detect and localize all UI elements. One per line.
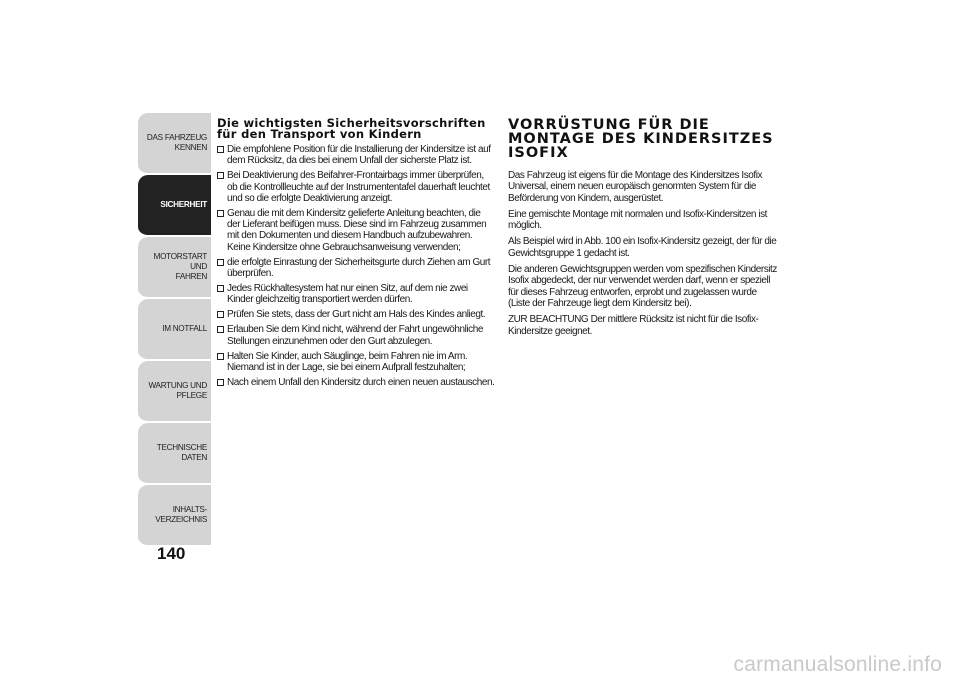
checkbox-bullet-icon [217,311,224,318]
checkbox-bullet-icon [217,353,224,360]
page-number: 140 [157,544,186,563]
list-item-text: Bei Deaktivierung des Beifahrer-Frontairbags immer überprüfen, ob die Kontrollleuchte auf der Instrumententafel dauerhaft leuchtet und so die erfolgte Deaktivierung anzeigt. [227,170,490,204]
right-column [508,118,780,342]
checkbox-bullet-icon [217,172,224,179]
list-item-text: Erlauben Sie dem Kind nicht, während der Fahrt ungewöhnliche Stellungen einzunehmen oder den Gurt abzulegen. [227,324,483,347]
tab-im-notfall[interactable]: IM NOTFALL [138,299,211,361]
list-item [217,377,495,388]
list-item-text: Prüfen Sie stets, dass der Gurt nicht am Hals des Kindes anliegt. [227,309,486,321]
list-item [217,309,495,320]
checkbox-bullet-icon [217,285,224,292]
paragraph: Die anderen Gewichtsgruppen werden vom spezifischen Kindersitz Isofix abgedeckt, der nur verwendet werden darf, wenn er speziell für dieses Fahrzeug entworfen, erprobt und zugelassen wurde (Liste der Fahrzeuge liegt dem Kindersitz bei). [508,264,777,309]
safety-rules-list [217,144,495,388]
checkbox-bullet-icon [217,326,224,333]
section-tabs [138,113,211,547]
note-paragraph: ZUR BEACHTUNG Der mittlere Rücksitz ist nicht für die Isofix-Kindersitze geeignet. [508,314,759,337]
tab-das-fahrzeug-kennen[interactable]: DAS FAHRZEUG KENNEN [138,113,211,175]
checkbox-bullet-icon [217,210,224,217]
paragraph: Als Beispiel wird in Abb. 100 ein Isofix-Kindersitz gezeigt, der für die Gewichtsgruppe 1 gedacht ist. [508,236,777,259]
tab-sicherheit[interactable]: SICHERHEIT [138,175,211,237]
watermark: carmanualsonline.info [733,653,942,676]
paragraph: Das Fahrzeug ist eigens für die Montage des Kindersitzes Isofix Universal, einem neuen europäisch genormten System für die Beförderung von Kindern, ausgerüstet. [508,170,763,204]
list-item [217,283,495,306]
list-item-text: Nach einem Unfall den Kindersitz durch einen neuen austauschen. [227,376,495,388]
list-item-text: Die empfohlene Position für die Installierung der Kindersitze ist auf dem Rücksitz, da dies bei einem Unfall der sicherste Platz ist. [227,144,491,167]
list-item [217,144,495,167]
checkbox-bullet-icon [217,146,224,153]
tab-motorstart-und-fahren[interactable]: MOTORSTART UND FAHREN [138,237,211,299]
list-item [217,208,495,253]
list-item [217,257,495,280]
list-item-text: Genau die mit dem Kindersitz gelieferte Anleitung beachten, die der Lieferant beifügen muss. Diese sind im Fahrzeug zusammen mit den Dokumenten und diesem Handbuch aufzubewahren. Keine Kindersitze ohne Gebrauchsanweisung verwenden; [227,207,487,253]
list-item-text: die erfolgte Einrastung der Sicherheitsgurte durch Ziehen am Gurt überprüfen. [227,256,491,280]
list-item [217,170,495,204]
list-item [217,324,495,347]
left-column [217,118,495,392]
tab-technische-daten[interactable]: TECHNISCHE DATEN [138,423,211,485]
paragraph: Eine gemischte Montage mit normalen und Isofix-Kindersitzen ist möglich. [508,208,768,232]
isofix-heading: VORRÜSTUNG FÜR DIE MONTAGE DES KINDERSITZES ISOFIX [508,117,774,161]
safety-rules-heading: Die wichtigsten Sicherheitsvorschriften für den Transport von Kindern [217,116,486,141]
checkbox-bullet-icon [217,379,224,386]
tab-inhaltsverzeichnis[interactable]: INHALTS- VERZEICHNIS [138,485,211,547]
list-item-text: Jedes Rückhaltesystem hat nur einen Sitz, auf dem nie zwei Kinder gleichzeitig transportiert werden dürfen. [227,283,468,306]
list-item [217,351,495,374]
tab-wartung-und-pflege[interactable]: WARTUNG UND PFLEGE [138,361,211,423]
checkbox-bullet-icon [217,259,224,266]
list-item-text: Halten Sie Kinder, auch Säuglinge, beim Fahren nie im Arm. Niemand ist in der Lage, sie bei einem Aufprall festzuhalten; [227,350,468,373]
